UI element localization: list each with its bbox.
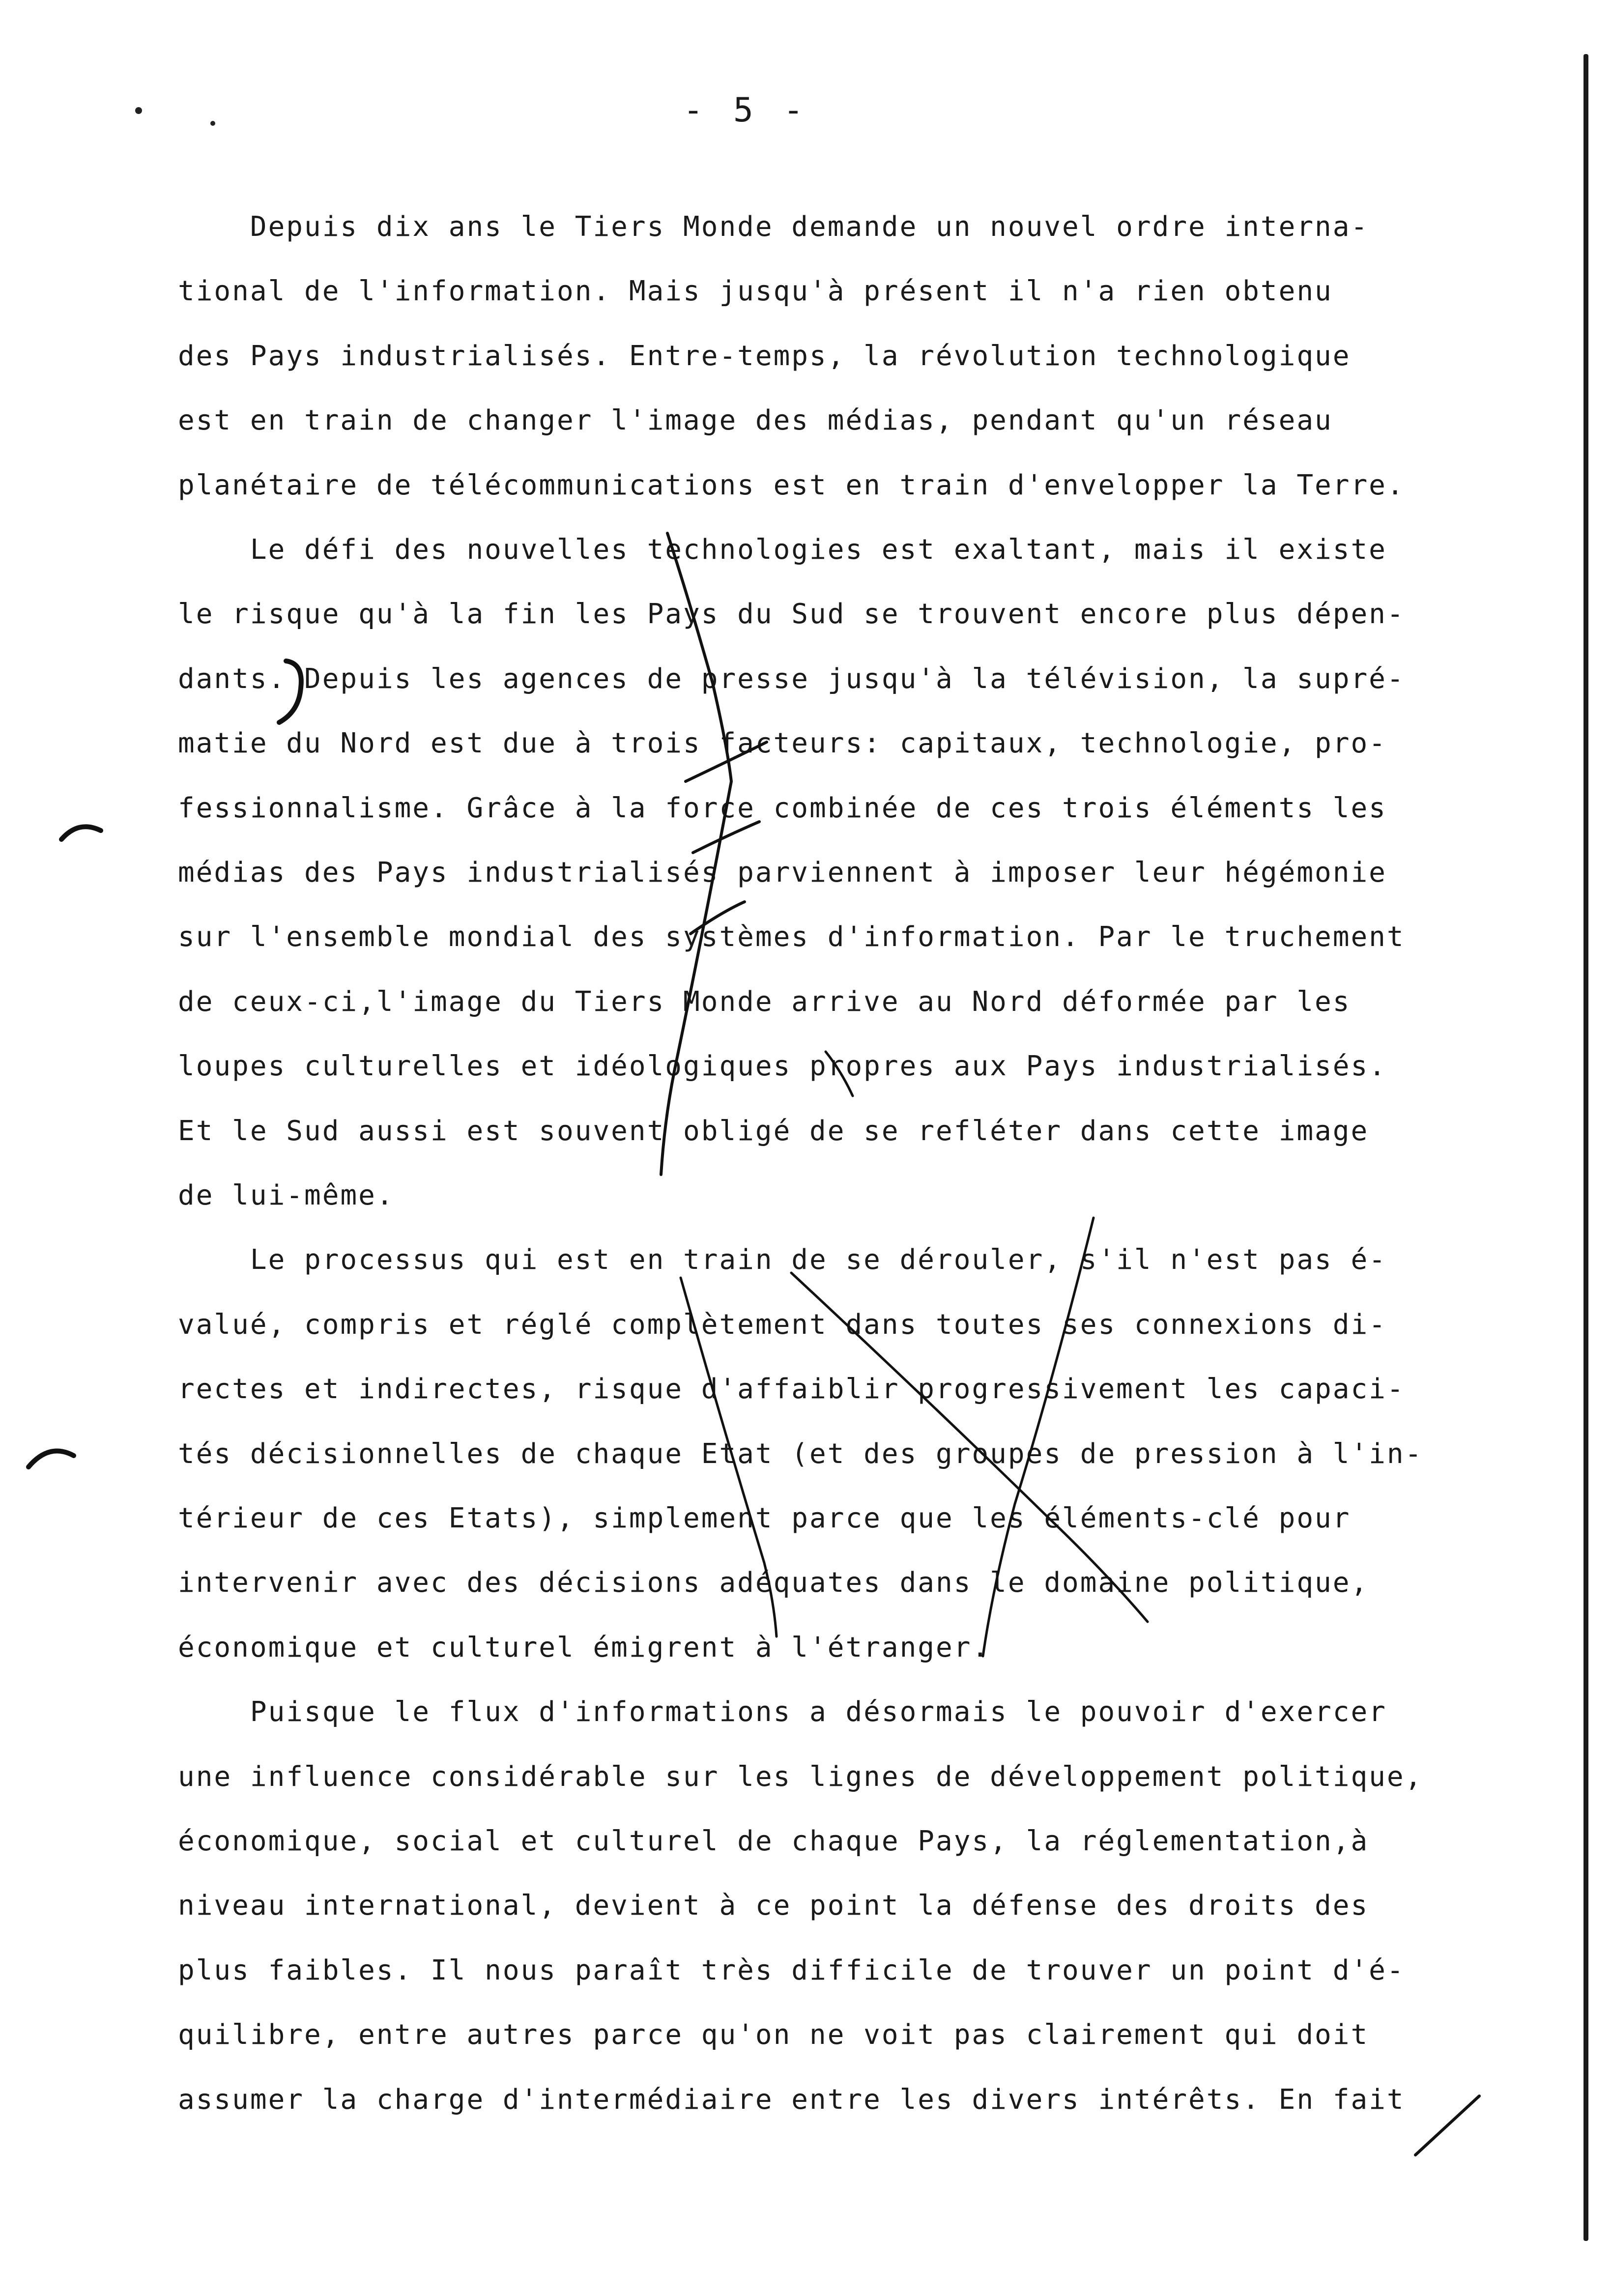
page-number: - 5 -: [683, 91, 808, 130]
text-line: le risque qu'à la fin les Pays du Sud se trouvent encore plus dépen-: [178, 598, 1405, 630]
deletion-stroke: [693, 822, 759, 853]
text-line: économique et culturel émigrent à l'étranger.: [178, 1632, 990, 1664]
text-line: loupes culturelles et idéologiques propres aux Pays industrialisés.: [178, 1050, 1387, 1082]
text-line: tional de l'information. Mais jusqu'à présent il n'a rien obtenu: [178, 275, 1333, 307]
text-line: Le processus qui est en train de se dérouler, s'il n'est pas é-: [178, 1244, 1387, 1276]
text-line: Puisque le flux d'informations a désormais le pouvoir d'exercer: [178, 1696, 1387, 1728]
text-line: de ceux-ci,l'image du Tiers Monde arrive au Nord déformée par les: [178, 986, 1351, 1018]
text-line: des Pays industrialisés. Entre-temps, la révolution technologique: [178, 340, 1351, 372]
text-line: de lui-même.: [178, 1179, 395, 1211]
text-line: médias des Pays industrialisés parviennent à imposer leur hégémonie: [178, 857, 1387, 889]
text-line: niveau international, devient à ce point la défense des droits des: [178, 1890, 1369, 1922]
stray-mark: [210, 121, 215, 126]
text-line: térieur de ces Etats), simplement parce que les éléments-clé pour: [178, 1502, 1351, 1534]
text-line: valué, compris et réglé complètement dans toutes ses connexions di-: [178, 1309, 1387, 1341]
text-line: économique, social et culturel de chaque Pays, la réglementation,à: [178, 1825, 1369, 1857]
slash-mark: [1415, 2096, 1479, 2155]
text-line: rectes et indirectes, risque d'affaiblir progressivement les capaci-: [178, 1373, 1405, 1405]
text-line: planétaire de télécommunications est en train d'envelopper la Terre.: [178, 469, 1405, 501]
margin-line: [1583, 54, 1588, 2241]
text-line: tés décisionnelles de chaque Etat (et des groupes de pression à l'in-: [178, 1438, 1423, 1470]
margin-arc-mark: [29, 1451, 74, 1467]
text-line: plus faibles. Il nous paraît très difficile de trouver un point d'é-: [178, 1954, 1405, 1986]
text-line: dants. Depuis les agences de presse jusqu'à la télévision, la supré-: [178, 663, 1405, 695]
text-line: quilibre, entre autres parce qu'on ne voit pas clairement qui doit: [178, 2019, 1369, 2051]
text-line: intervenir avec des décisions adéquates dans le domaine politique,: [178, 1567, 1369, 1599]
stray-mark: [135, 107, 142, 114]
text-line: Le défi des nouvelles technologies est exaltant, mais il existe: [178, 534, 1387, 566]
text-line: sur l'ensemble mondial des systèmes d'information. Par le truchement: [178, 921, 1405, 953]
text-line: est en train de changer l'image des médias, pendant qu'un réseau: [178, 404, 1333, 436]
text-line: matie du Nord est due à trois facteurs: capitaux, technologie, pro-: [178, 727, 1387, 759]
text-line: une influence considérable sur les lignes de développement politique,: [178, 1761, 1423, 1793]
text-line: Depuis dix ans le Tiers Monde demande un nouvel ordre interna-: [178, 211, 1369, 243]
text-line: fessionnalisme. Grâce à la force combinée de ces trois éléments les: [178, 792, 1387, 824]
margin-arc-mark: [61, 827, 101, 839]
text-line: Et le Sud aussi est souvent obligé de se refléter dans cette image: [178, 1115, 1369, 1147]
text-line: assumer la charge d'intermédiaire entre les divers intérêts. En fait: [178, 2084, 1405, 2116]
